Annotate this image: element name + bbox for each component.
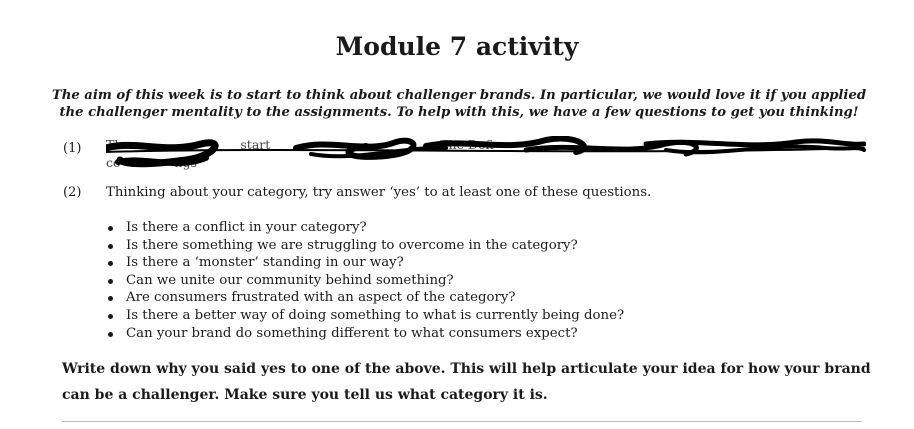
closing-instruction: Write down why you said yes to one of the above. This will help articulate your idea for how your brand can be a challenger. Make sure you tell us what category it is. <box>62 361 871 403</box>
question-list <box>106 219 624 342</box>
fragment: ngs <box>174 155 197 170</box>
answer-line <box>62 421 862 422</box>
fragment: Th <box>106 137 123 152</box>
list-item: Is there something we are struggling to overcome in the category? <box>106 237 624 255</box>
fragment: start <box>240 137 271 152</box>
item-number-1: (1) <box>63 141 82 156</box>
list-item: Is there a ‘monster’ standing in our way? <box>106 254 624 272</box>
item-text-2: Thinking about your category, try answer ‘yes’ to at least one of these questions. <box>106 185 652 200</box>
list-item: Is there a conflict in your category? <box>106 219 624 237</box>
list-item: Is there a better way of doing something to what is currently being done? <box>106 307 624 325</box>
list-item: Are consumers frustrated with an aspect of the category? <box>106 289 624 307</box>
item-number-2: (2) <box>63 185 82 200</box>
fragment: The Defi <box>440 137 494 152</box>
list-item: Can your brand do something different to what consumers expect? <box>106 325 624 343</box>
intro-paragraph: The aim of this week is to start to think about challenger brands. In particular, we would love it if you applied the challenger mentality to the assignments. To help with this, we have a few questions to get you thinking! <box>51 88 867 120</box>
page-title: Module 7 activity <box>335 32 579 61</box>
redacted-text <box>106 136 866 176</box>
list-item: Can we unite our community behind something? <box>106 272 624 290</box>
fragment: co <box>106 155 121 170</box>
redaction-scribble-icon <box>106 136 866 176</box>
